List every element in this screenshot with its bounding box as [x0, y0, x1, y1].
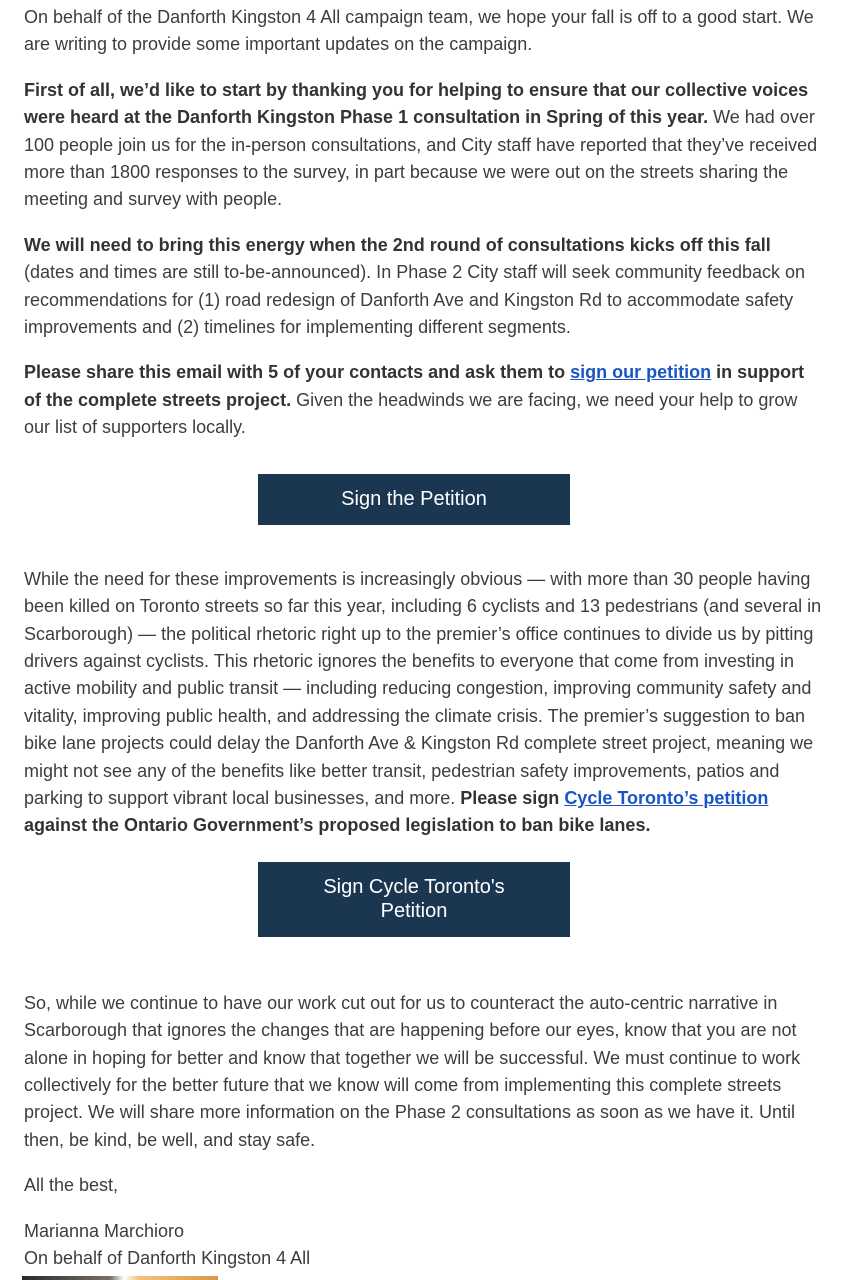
- closing-paragraph: So, while we continue to have our work cut out for us to counteract the auto-centric narrative in Scarborough that ignores the changes that are happening before our eyes, know that you are not alone in hoping for better and know that together we will be successful. We must continue to work collectively for the better future that we know will come from implementing this complete streets project. We will share more information on the Phase 2 consultations as soon as we have it. Until then, be kind, be well, and stay safe.: [24, 992, 801, 1150]
- signature-block: [24, 1218, 824, 1273]
- sign-petition-button[interactable]: [258, 474, 570, 525]
- cycle-button-label-line2: Petition: [380, 900, 448, 923]
- cycle-button-label-line1: Sign Cycle Toronto's: [323, 875, 505, 898]
- energy-bold-text: We will need to bring this energy when the 2nd round of consultations kicks off this fall: [24, 234, 771, 255]
- sign-cycle-toronto-petition-button[interactable]: [258, 862, 570, 937]
- share-paragraph: [24, 359, 824, 441]
- share-text: Given the headwinds we are facing, we need your help to grow our list of supporters locally.: [24, 389, 798, 438]
- rhetoric-paragraph: [24, 566, 824, 840]
- signature-name: Marianna Marchioro: [24, 1220, 185, 1241]
- petition-button-row: [24, 460, 824, 566]
- thanks-bold-text: First of all, we’d like to start by thanking you for helping to ensure that our collective voices were heard at the Danforth Kingston Phase 1 consultation in Spring of this year.: [24, 79, 809, 128]
- energy-text: (dates and times are still to-be-announced). In Phase 2 City staff will seek community feedback on recommendations for (1) road redesign of Danforth Ave and Kingston Rd to accommodate safety improvements and (2) timelines for implementing different segments.: [24, 262, 806, 338]
- cycle-toronto-petition-link[interactable]: Cycle Toronto’s petition: [564, 787, 769, 808]
- share-bold-text-after: in support of the complete streets project.: [24, 362, 805, 410]
- email-body: [24, 4, 824, 1272]
- thanks-text: We had over 100 people join us for the in-person consultations, and City staff have reported that they’ve received more than 1800 responses to the survey, in part because we were out on the streets sharing the meeting and survey with people.: [24, 107, 818, 210]
- cycle-button-row: [24, 858, 824, 990]
- share-bold-text: Please share this email with 5 of your contacts and ask them to: [24, 362, 571, 383]
- energy-paragraph: [24, 232, 824, 342]
- rhetoric-bold-text: Please sign: [460, 787, 565, 808]
- rhetoric-text: While the need for these improvements is increasingly obvious — with more than 30 people having been killed on Toronto streets so far this year, including 6 cyclists and 13 pedestrians (and several in Scarborough) — the political rhetoric right up to the premier’s office continues to divide us by pitting drivers against cyclists. This rhetoric ignores the benefits to everyone that come from investing in active mobility and public transit — including reducing congestion, improving community safety and vitality, improving public health, and addressing the climate crisis. The premier’s suggestion to ban bike lane projects could delay the Danforth Ave & Kingston Rd complete street project, meaning we might not see any of the benefits like better transit, pedestrian safety improvements, patios and parking to support vibrant local businesses, and more.: [24, 568, 822, 808]
- signature-image: [22, 1276, 218, 1280]
- thanks-paragraph: [24, 77, 824, 214]
- intro-paragraph: On behalf of the Danforth Kingston 4 All campaign team, we hope your fall is off to a good start. We are writing to provide some important updates on the campaign.: [24, 7, 814, 55]
- signature-org: On behalf of Danforth Kingston 4 All: [24, 1248, 311, 1268]
- signoff: All the best,: [24, 1175, 119, 1196]
- sign-our-petition-link[interactable]: sign our petition: [570, 362, 712, 383]
- rhetoric-bold-text-after: against the Ontario Government’s proposed legislation to ban bike lanes.: [24, 815, 651, 836]
- sign-petition-button-label: Sign the Petition: [341, 487, 487, 510]
